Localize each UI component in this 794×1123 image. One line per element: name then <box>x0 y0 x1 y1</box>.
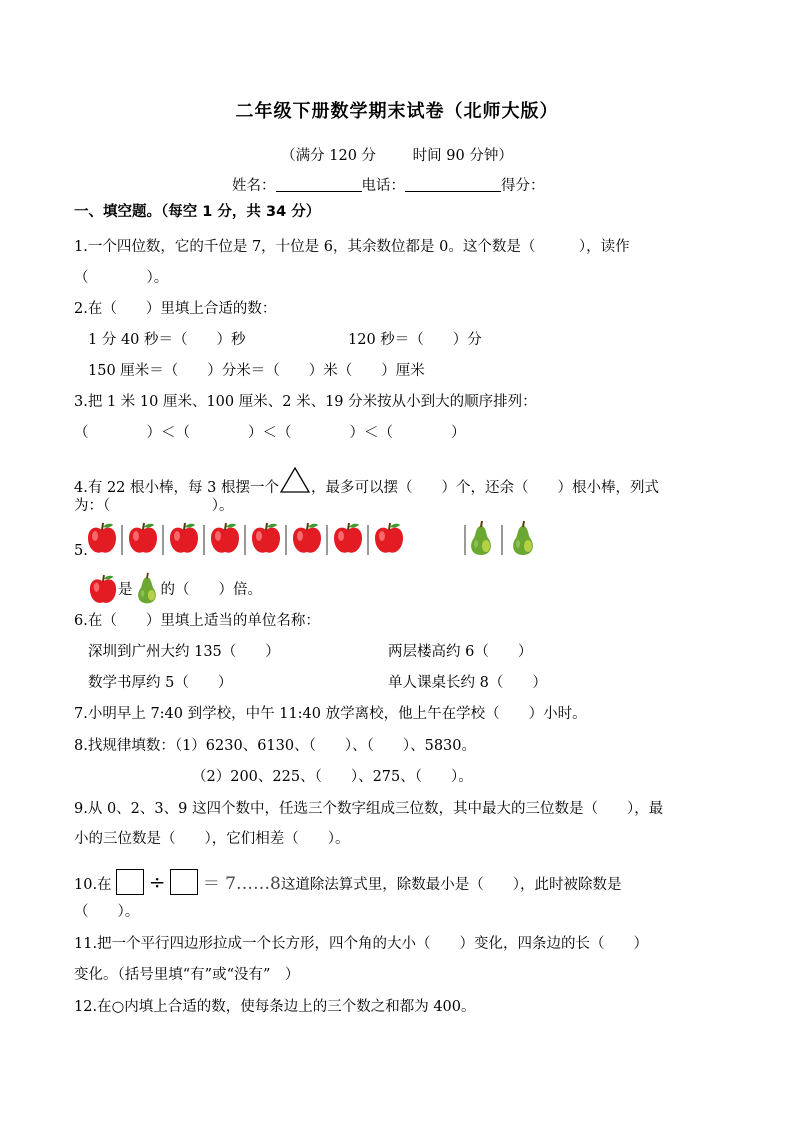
q8-line2: （2）200、225、（ ）、275、（ ）。 <box>192 769 473 785</box>
q6-line1: 6.在（ ）里填上适当的单位名称： <box>74 613 320 629</box>
q5-text: 的（ ）倍。 <box>160 582 262 598</box>
divider <box>162 525 164 555</box>
q6-item-c: 数学书厚约 5（ ） <box>88 675 233 691</box>
divider <box>203 525 205 555</box>
q11-line2: 变化。（括号里填“有”或“没有” ） <box>74 967 300 983</box>
q9-line1: 9.从 0、2、3、9 这四个数中，任选三个数字组成三位数，其中最大的三位数是（ ），最 <box>74 801 664 817</box>
exam-time: 时间 90 分钟） <box>412 148 513 164</box>
section-fill-blank-heading: 一、填空题。（每空 1 分，共 34 分） <box>74 204 321 220</box>
q2-item-b: 120 秒＝（ ）分 <box>348 332 482 348</box>
q9-line2: 小的三位数是（ ），它们相差（ ）。 <box>74 831 350 847</box>
apple-icon <box>373 522 405 556</box>
name-label: 姓名： <box>232 178 276 194</box>
pear-icon <box>508 520 538 558</box>
q1-line1: 1.一个四位数，它的千位是 7，十位是 6，其余数位都是 0。这个数是（ ），读作 <box>74 239 630 255</box>
dividend-box[interactable] <box>116 869 144 895</box>
q10-line1 <box>74 869 734 899</box>
divisor-box[interactable] <box>170 869 198 895</box>
exam-subtitle <box>0 144 794 165</box>
q5-number: 5. <box>74 543 88 559</box>
q10-number: 10.在 <box>74 877 112 893</box>
student-info <box>232 174 545 195</box>
q10-rest: 这道除法算式里，除数最小是（ ），此时被除数是 <box>280 877 622 893</box>
q10-line2: （ ）。 <box>74 904 140 920</box>
q11-line1: 11.把一个平行四边形拉成一个长方形，四个角的大小（ ）变化，四条边的长（ ） <box>74 936 649 952</box>
phone-blank[interactable] <box>405 176 501 192</box>
apple-icon <box>168 522 200 556</box>
q2-item-c: 150 厘米＝（ ）分米＝（ ）米（ ）厘米 <box>88 363 425 379</box>
circle-icon: ○ <box>111 998 125 1015</box>
divider <box>326 525 328 555</box>
apple-icon <box>88 574 118 606</box>
divider <box>367 525 369 555</box>
apple-icon <box>250 522 282 556</box>
divider <box>285 525 287 555</box>
apple-icon <box>209 522 241 556</box>
apple-icon <box>86 522 118 556</box>
q4-part1: 4.有 22 根小棒，每 3 根摆一个 <box>74 480 279 496</box>
q4-line2: 为：（ ）。 <box>74 498 234 514</box>
q12-line <box>74 997 734 1017</box>
divider <box>244 525 246 555</box>
q5-line2 <box>88 572 748 602</box>
q4-part2: ，最多可以摆（ ）个，还余（ ）根小棒，列式 <box>310 480 659 496</box>
q10-equation: ＝ 7……8 <box>202 874 281 894</box>
divider <box>501 525 503 555</box>
score-label: 得分： <box>501 178 545 194</box>
q2-line1: 2.在（ ）里填上合适的数： <box>74 301 277 317</box>
full-score: （满分 120 分 <box>281 148 377 164</box>
q6-item-d: 单人课桌长约 8（ ） <box>388 675 547 691</box>
apple-icon <box>291 522 323 556</box>
q4-line1 <box>74 466 734 498</box>
q12-part1: 12.在 <box>74 999 112 1015</box>
q8-line1: 8.找规律填数：（1）6230、6130、（ ）、（ ）、5830。 <box>74 738 477 754</box>
triangle-icon <box>279 466 311 494</box>
divider <box>121 525 123 555</box>
q5-is: 是 <box>118 582 133 598</box>
q6-item-b: 两层楼高约 6（ ） <box>388 644 533 660</box>
apple-icon <box>332 522 364 556</box>
pear-icon <box>133 572 161 606</box>
divide-sign: ÷ <box>148 870 166 894</box>
pear-icon <box>466 520 496 558</box>
q2-item-a: 1 分 40 秒＝（ ）秒 <box>88 332 246 348</box>
q7-line: 7.小明早上 7:40 到学校，中午 11:40 放学离校，他上午在学校（ ）小时。 <box>74 706 587 722</box>
q1-line2: （ ）。 <box>74 270 169 286</box>
phone-label: 电话： <box>361 178 405 194</box>
q3-line1: 3.把 1 米 10 厘米、100 厘米、2 米、19 分米按从小到大的顺序排列： <box>74 394 537 410</box>
q3-line2: （ ）＜（ ）＜（ ）＜（ ） <box>74 425 466 441</box>
q6-item-a: 深圳到广州大约 135（ ） <box>88 644 280 660</box>
name-blank[interactable] <box>276 176 362 192</box>
exam-title: 二年级下册数学期末试卷（北师大版） <box>235 101 559 122</box>
q12-part2: 内填上合适的数，使每条边上的三个数之和都为 400。 <box>124 999 476 1015</box>
apple-icon <box>127 522 159 556</box>
